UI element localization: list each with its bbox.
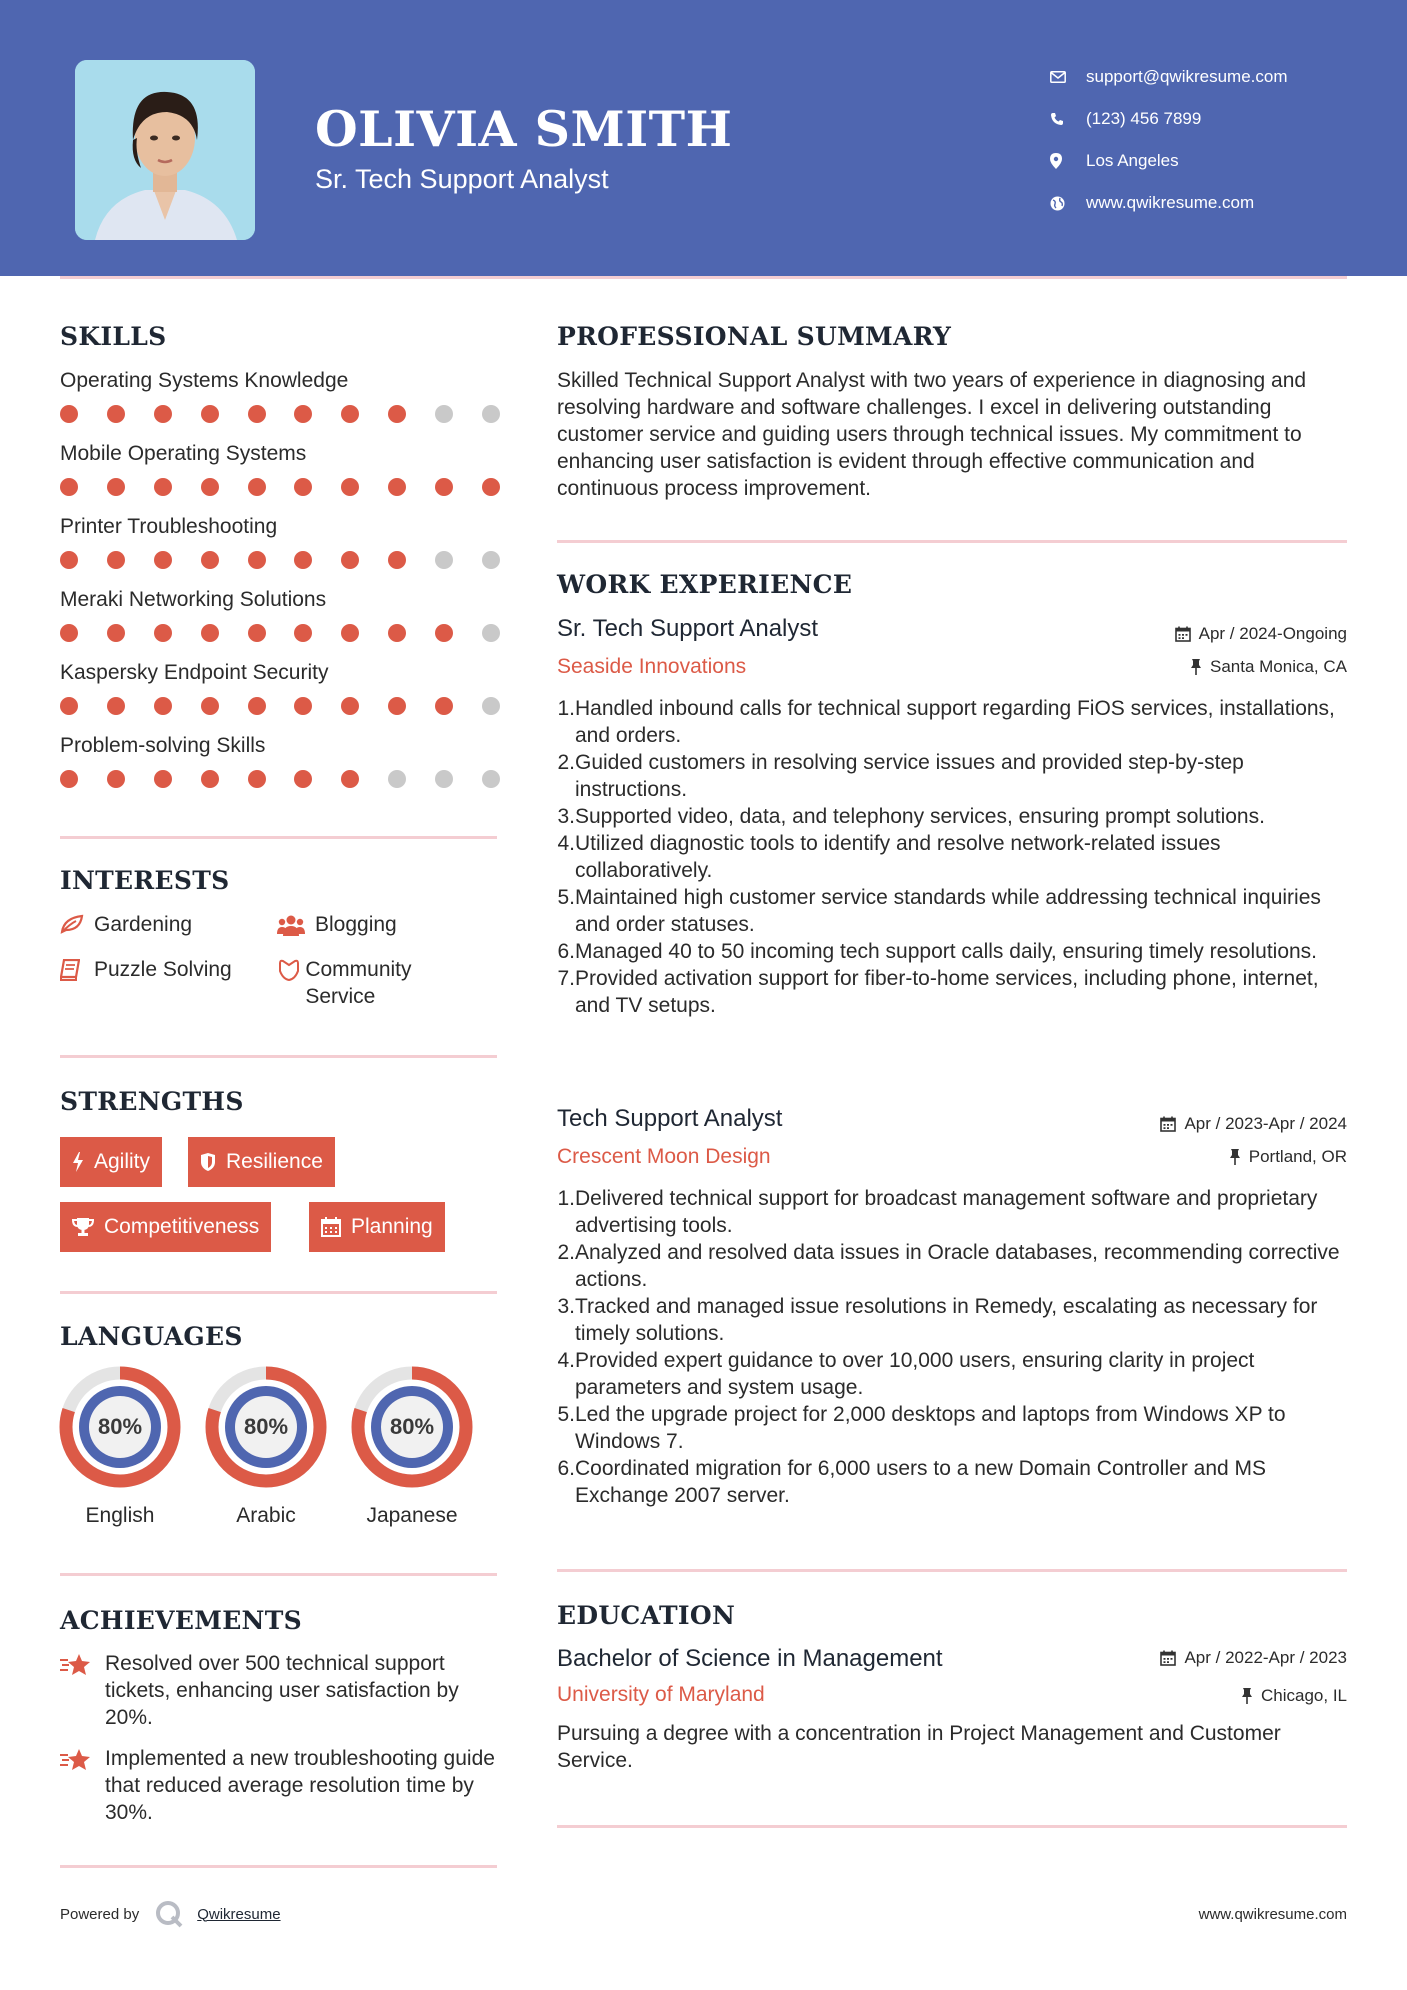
language-name: English [85,1504,155,1527]
star-award-icon [60,1650,105,1731]
bullet-number: 6. [557,1457,575,1480]
rating-dot-filled [60,697,78,715]
rating-dot-filled [248,624,266,642]
strength-tag-competitiveness [60,1202,271,1252]
bullet-number: 1. [557,1187,575,1210]
rating-dot-filled [201,770,219,788]
rating-dot-filled [107,770,125,788]
job-bullet-item [557,938,1347,965]
bullet-number: 1. [557,697,575,720]
language-ring [58,1365,182,1489]
rating-dot-filled [435,697,453,715]
job-bullets [557,1185,1347,1509]
dates-text: Apr / 2024-Ongoing [1198,624,1347,643]
website-text: www.qwikresume.com [1086,193,1255,212]
rating-dot-filled [294,697,312,715]
experience-divider [557,1569,1347,1572]
skill-label: Meraki Networking Solutions [60,588,327,611]
trophy-icon [72,1217,94,1237]
skill-label: Mobile Operating Systems [60,442,307,465]
languages-title: LANGUAGES [60,1322,243,1351]
rating-dot-filled [60,770,78,788]
job-location [1229,1147,1347,1167]
rating-dot-filled [341,551,359,569]
header-divider [60,276,1347,279]
job-bullet-item [557,830,1347,884]
rating-dot-filled [388,697,406,715]
interests-title: INTERESTS [60,866,230,895]
skill-item [60,588,500,642]
rating-dot-filled [154,624,172,642]
degree-title: Bachelor of Science in Management [557,1645,943,1672]
education-title: EDUCATION [557,1601,736,1630]
skill-rating [60,697,500,715]
skill-label: Operating Systems Knowledge [60,369,349,392]
job-dates [1175,624,1347,644]
bullet-number: 4. [557,832,575,855]
footer-powered-by [60,1900,281,1928]
achievements-divider [60,1865,497,1868]
strength-tag-agility [60,1137,162,1187]
rating-dot-filled [60,551,78,569]
rating-dot-filled [294,405,312,423]
language-percent: 80% [97,1414,143,1439]
rating-dot-filled [388,551,406,569]
bullet-text: Tracked and managed issue resolutions in Remedy, escalating as necessary for timely solutions. [575,1295,1318,1345]
rating-dot-filled [248,551,266,569]
bullet-text: Utilized diagnostic tools to identify and resolve network-related issues collaboratively. [575,832,1221,882]
interest-item-blogging [277,911,397,938]
job-bullet-item [557,749,1347,803]
rating-dot-filled [341,478,359,496]
strength-label: Agility [94,1150,151,1173]
contact-list [1050,56,1288,224]
globe-icon [1050,196,1086,211]
rating-dot-filled [294,478,312,496]
rating-dot-filled [341,624,359,642]
qwikresume-logo-icon [155,1900,183,1928]
bullet-text: Provided activation support for fiber-to-home services, including phone, internet, and TV setups. [575,967,1319,1017]
interest-label: Blogging [315,913,397,936]
rating-dot-filled [388,405,406,423]
skill-rating [60,770,500,788]
language-percent: 80% [243,1414,289,1439]
bullet-number: 2. [557,1241,575,1264]
bolt-icon [72,1152,84,1172]
skills-title: SKILLS [60,322,167,351]
language-item [204,1365,328,1528]
job-bullet-item [557,695,1347,749]
job-title: Tech Support Analyst [557,1105,783,1132]
rating-dot-filled [154,405,172,423]
contact-phone[interactable] [1050,98,1288,140]
candidate-role: Sr. Tech Support Analyst [315,164,609,194]
job-location [1190,657,1347,677]
strength-tag-planning [309,1202,445,1252]
language-name: Arabic [236,1504,296,1527]
users-icon [277,911,315,938]
hands-icon [277,956,305,1010]
shield-icon [200,1152,216,1172]
envelope-icon [1050,71,1086,83]
location-text: Santa Monica, CA [1209,657,1347,676]
rating-dot-empty [482,770,500,788]
calendar-icon [1160,1116,1176,1132]
skill-rating [60,405,500,423]
book-icon [60,956,94,983]
bullet-text: Managed 40 to 50 incoming tech support calls daily, ensuring timely resolutions. [575,940,1318,963]
skill-item [60,369,500,423]
rating-dot-filled [154,770,172,788]
rating-dot-filled [201,478,219,496]
rating-dot-filled [341,697,359,715]
rating-dot-filled [248,770,266,788]
language-item [58,1365,182,1528]
dates-text: Apr / 2022-Apr / 2023 [1184,1648,1347,1667]
summary-title: PROFESSIONAL SUMMARY [557,322,952,351]
bullet-text: Led the upgrade project for 2,000 desktops and laptops from Windows XP to Windows 7. [575,1403,1286,1453]
rating-dot-filled [201,405,219,423]
bullet-number: 4. [557,1349,575,1372]
rating-dot-filled [60,624,78,642]
skill-label: Problem-solving Skills [60,734,266,757]
skill-rating [60,551,500,569]
email-text: support@qwikresume.com [1086,67,1288,86]
achievement-item [60,1650,500,1731]
footer-website[interactable]: www.qwikresume.com [1198,1906,1347,1923]
location-text: Los Angeles [1086,151,1179,170]
rating-dot-filled [154,478,172,496]
company-name: Crescent Moon Design [557,1145,771,1168]
interest-item-gardening [60,911,192,938]
rating-dot-empty [435,551,453,569]
skill-label: Kaspersky Endpoint Security [60,661,329,684]
strengths-divider [60,1291,497,1294]
language-ring [204,1365,328,1489]
bullet-text: Delivered technical support for broadcast management software and proprietary advertising tools. [575,1187,1318,1237]
candidate-name: OLIVIA SMITH [315,100,733,158]
bullet-number: 7. [557,967,575,990]
interest-label: Gardening [94,913,193,936]
rating-dot-filled [388,478,406,496]
school-name: University of Maryland [557,1683,765,1706]
leaf-icon [60,911,94,938]
job-bullet-item [557,1239,1347,1293]
rating-dot-filled [388,624,406,642]
rating-dot-filled [341,405,359,423]
header-banner [0,0,1407,276]
bullet-number: 6. [557,940,575,963]
job-bullets [557,695,1347,1019]
rating-dot-empty [482,405,500,423]
bullet-text: Supported video, data, and telephony services, ensuring prompt solutions. [575,805,1265,828]
phone-text: (123) 456 7899 [1086,109,1202,128]
map-pin-icon [1050,153,1086,169]
bullet-text: Maintained high customer service standards while addressing technical inquiries and order statuses. [575,886,1321,936]
interest-item-puzzle-solving [60,956,232,983]
skill-item [60,734,500,788]
job-bullet-item [557,1293,1347,1347]
bullet-text: Analyzed and resolved data issues in Oracle databases, recommending corrective actions. [575,1241,1340,1291]
languages-divider [60,1573,497,1576]
skill-label: Printer Troubleshooting [60,515,278,538]
pushpin-icon [1229,1149,1241,1165]
rating-dot-filled [248,697,266,715]
job-bullet-item [557,1455,1347,1509]
rating-dot-empty [482,624,500,642]
qwikresume-link[interactable]: Qwikresume [197,1905,281,1923]
rating-dot-filled [248,478,266,496]
calendar-icon [1160,1650,1176,1666]
contact-email[interactable] [1050,56,1288,98]
interest-label: Community Service [305,958,412,1008]
contact-website[interactable] [1050,182,1288,224]
language-ring [350,1365,474,1489]
strength-label: Competitiveness [104,1215,260,1238]
rating-dot-filled [294,551,312,569]
bullet-text: Guided customers in resolving service issues and provided step-by-step instructions. [575,751,1244,801]
language-item [350,1365,474,1528]
contact-location [1050,140,1288,182]
company-name: Seaside Innovations [557,655,747,678]
job-dates [1160,1114,1347,1134]
job-bullet-item [557,884,1347,938]
language-percent: 80% [389,1414,435,1439]
rating-dot-filled [482,478,500,496]
job-bullet-item [557,1185,1347,1239]
profile-photo [75,60,255,240]
rating-dot-filled [341,770,359,788]
skill-item [60,661,500,715]
rating-dot-filled [294,770,312,788]
summary-text: Skilled Technical Support Analyst with two years of experience in diagnosing and resolving hardware and software challenges. I excel in delivering outstanding customer service and guiding users through technical issues. My commitment to enhancing user satisfaction is evident through effective communication and continuous process improvement. [557,369,1307,500]
job-bullet-item [557,1401,1347,1455]
rating-dot-empty [482,551,500,569]
achievement-text: Implemented a new troubleshooting guide that reduced average resolution time by 30%. [105,1747,495,1824]
rating-dot-filled [435,624,453,642]
rating-dot-empty [435,770,453,788]
education-divider [557,1825,1347,1828]
star-award-icon [60,1745,105,1826]
job-bullet-item [557,1347,1347,1401]
rating-dot-filled [154,551,172,569]
strength-label: Resilience [226,1150,323,1173]
rating-dot-filled [435,478,453,496]
bullet-number: 2. [557,751,575,774]
experience-title: WORK EXPERIENCE [557,570,853,599]
achievement-item [60,1745,500,1826]
rating-dot-filled [107,697,125,715]
calendar-icon [1175,626,1191,642]
pushpin-icon [1241,1688,1253,1704]
calendar-icon [321,1217,341,1237]
interests-divider [60,1055,497,1058]
bullet-number: 3. [557,1295,575,1318]
education-location [1241,1686,1347,1706]
strength-tag-resilience [188,1137,335,1187]
location-text: Chicago, IL [1261,1686,1347,1705]
bullet-number: 5. [557,886,575,909]
education-text: Pursuing a degree with a concentration in Project Management and Customer Service. [557,1722,1281,1772]
rating-dot-filled [60,405,78,423]
bullet-text: Handled inbound calls for technical support regarding FiOS services, installations, and orders. [575,697,1335,747]
location-text: Portland, OR [1248,1147,1347,1166]
strength-label: Planning [351,1215,433,1238]
bullet-number: 5. [557,1403,575,1426]
rating-dot-empty [435,405,453,423]
summary-divider [557,540,1347,543]
strengths-title: STRENGTHS [60,1087,244,1116]
achievements-title: ACHIEVEMENTS [60,1606,302,1635]
rating-dot-filled [107,478,125,496]
skill-rating [60,624,500,642]
bullet-text: Provided expert guidance to over 10,000 users, ensuring clarity in project parameters and system usage. [575,1349,1255,1399]
rating-dot-filled [201,697,219,715]
rating-dot-empty [482,697,500,715]
rating-dot-filled [60,478,78,496]
powered-by-text: Powered by [60,1905,140,1923]
skill-item [60,515,500,569]
dates-text: Apr / 2023-Apr / 2024 [1184,1114,1347,1133]
skill-rating [60,478,500,496]
interest-label: Puzzle Solving [94,958,232,981]
job-bullet-item [557,803,1347,830]
interest-item-community-service [277,956,457,1010]
bullet-number: 3. [557,805,575,828]
skill-item [60,442,500,496]
language-name: Japanese [366,1504,458,1527]
pushpin-icon [1190,659,1202,675]
achievement-text: Resolved over 500 technical support tickets, enhancing user satisfaction by 20%. [105,1652,459,1729]
rating-dot-filled [107,624,125,642]
rating-dot-filled [248,405,266,423]
rating-dot-filled [201,551,219,569]
education-dates [1160,1648,1347,1668]
phone-icon [1050,112,1086,126]
rating-dot-filled [294,624,312,642]
rating-dot-filled [107,551,125,569]
rating-dot-filled [107,405,125,423]
rating-dot-filled [201,624,219,642]
job-bullet-item [557,965,1347,1019]
skills-divider [60,836,497,839]
bullet-text: Coordinated migration for 6,000 users to a new Domain Controller and MS Exchange 2007 server. [575,1457,1267,1507]
rating-dot-filled [154,697,172,715]
job-title: Sr. Tech Support Analyst [557,615,819,642]
rating-dot-empty [388,770,406,788]
